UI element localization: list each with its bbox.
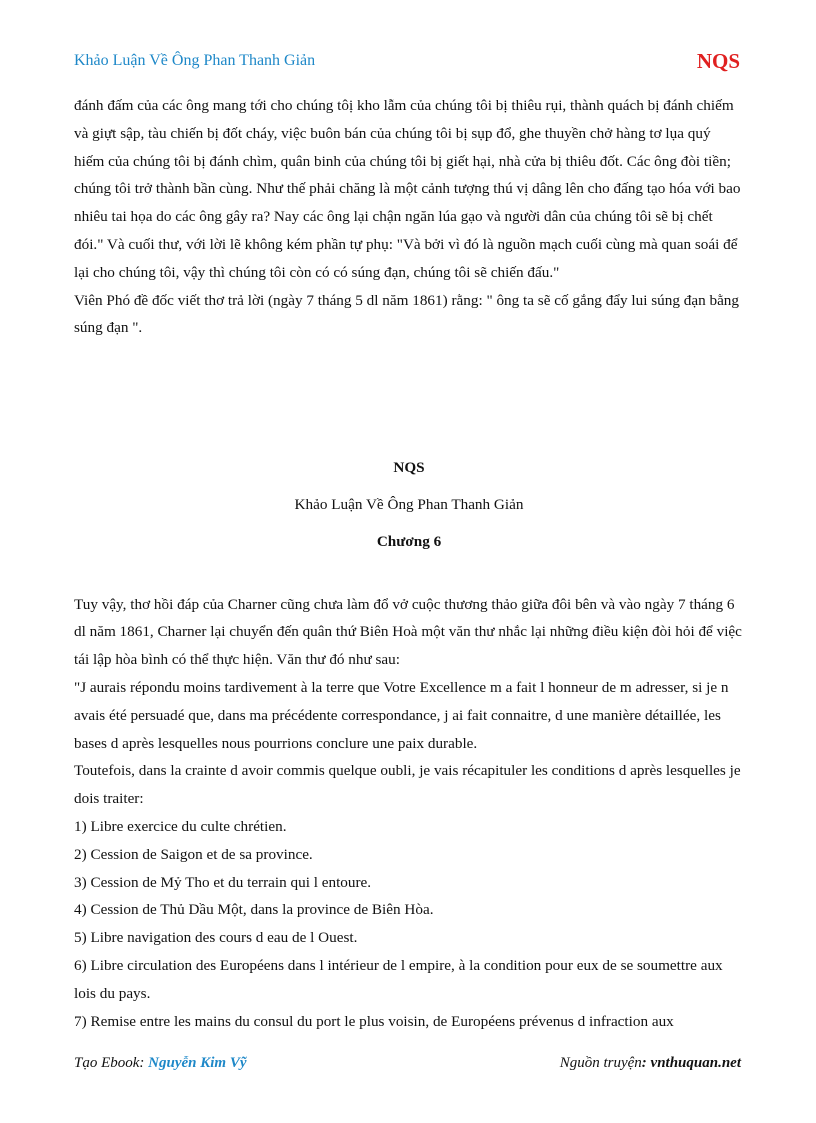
footer-credit-name: Nguyễn Kim Vỹ [148, 1055, 247, 1071]
intro-paragraph: Viên Phó đề đốc viết thơ trả lời (ngày 7 tháng 5 dl năm 1861) rằng: " ông ta sẽ cố gắng đẩy lui súng đạn bằng súng đạn ". [74, 291, 739, 337]
header-brand: NQS [696, 49, 740, 73]
header-title: Khảo Luận Về Ông Phan Thanh Giản [74, 52, 316, 69]
body-paragraph: Toutefois, dans la crainte d avoir commis quelque oubli, je vais récapituler les conditions d après lesquelles je dois traiter: [74, 762, 741, 808]
list-item: 1) Libre exercice du culte chrétien. [74, 817, 287, 835]
footer-source-site: vnthuquan.net [650, 1055, 741, 1071]
list-item: 5) Libre navigation des cours d eau de l Ouest. [74, 929, 358, 947]
list-item: 2) Cession de Saigon et de sa province. [74, 845, 313, 863]
list-item: 6) Libre circulation des Européens dans l intérieur de l empire, à la condition pour eux de se soumettre aux lois du pays. [74, 956, 723, 1002]
list-item: 3) Cession de Mỷ Tho et du terrain qui l entoure. [74, 873, 372, 891]
footer-source [560, 1055, 741, 1072]
list-item: 7) Remise entre les mains du consul du port le plus voisin, de Européens prévenus d infraction aux [74, 1012, 674, 1030]
footer-source-label: Nguồn truyện [559, 1055, 642, 1071]
list-item: 4) Cession de Thủ Dầu Một, dans la province de Biên Hòa. [74, 901, 434, 919]
intro-paragraph: đánh đấm của các ông mang tới cho chúng tôị kho lẫm của chúng tôi bị thiêu rụi, thành quách bị đánh chiếm và giựt sập, tàu chiến bị đốt cháy, việc buôn bán của chúng tôi bị sụp đổ, ghe thuyền chở hàng tơ lụa quý hiếm của chúng tôi bị đánh chìm, quân binh của chúng tôi bị giết hại, nhà cửa bị thiêu đốt. Các ông đòi tiền; chúng tôi trở thành bần cùng. Như thế phải chăng là một cảnh tượng thú vị dâng lên cho đấng tạo hóa với bao nhiêu tai họa do các ông gây ra? Nay các ông lại chận ngăn lúa gạo và người dân của chúng tôi sẽ bị chết đói." Và cuối thư, với lời lẽ không kém phần tự phụ: "Và bởi vì đó là nguồn mạch cuối cùng mà quan soái để lại cho chúng tôi, vậy thì chúng tôi còn có có súng đạn, chúng tôi sẽ chiến đấu." [74, 97, 741, 281]
body-paragraph: "J aurais répondu moins tardivement à la terre que Votre Excellence m a fait l honneur de m adresser, si je n avais été persuadé que, dans ma précédente correspondance, j ai fait connaitre, d une manière détaillée, les bases d après lesquelles nous pourrions conclure une paix durable. [74, 678, 729, 752]
section-book-title: Khảo Luận Về Ông Phan Thanh Giản [294, 495, 524, 513]
footer-credit-sep: : [139, 1055, 149, 1071]
footer-credit-label: Tạo Ebook [74, 1055, 140, 1071]
footer-source-sep: : [641, 1055, 651, 1071]
body-paragraph: Tuy vậy, thơ hồi đáp của Charner cũng chưa làm đổ vở cuộc thương thảo giữa đôi bên và vào ngày 7 tháng 6 dl năm 1861, Charner lại chuyển đến quân thứ Biên Hoà một văn thư nhắc lại những điều kiện đòi hỏi để việc tái lập hòa bình có thể thực hiện. Văn thư đó như sau: [74, 595, 742, 669]
section-author: NQS [393, 459, 425, 477]
footer-credit [74, 1055, 247, 1072]
chapter-heading: Chương 6 [376, 532, 442, 550]
page-content [74, 92, 744, 1035]
